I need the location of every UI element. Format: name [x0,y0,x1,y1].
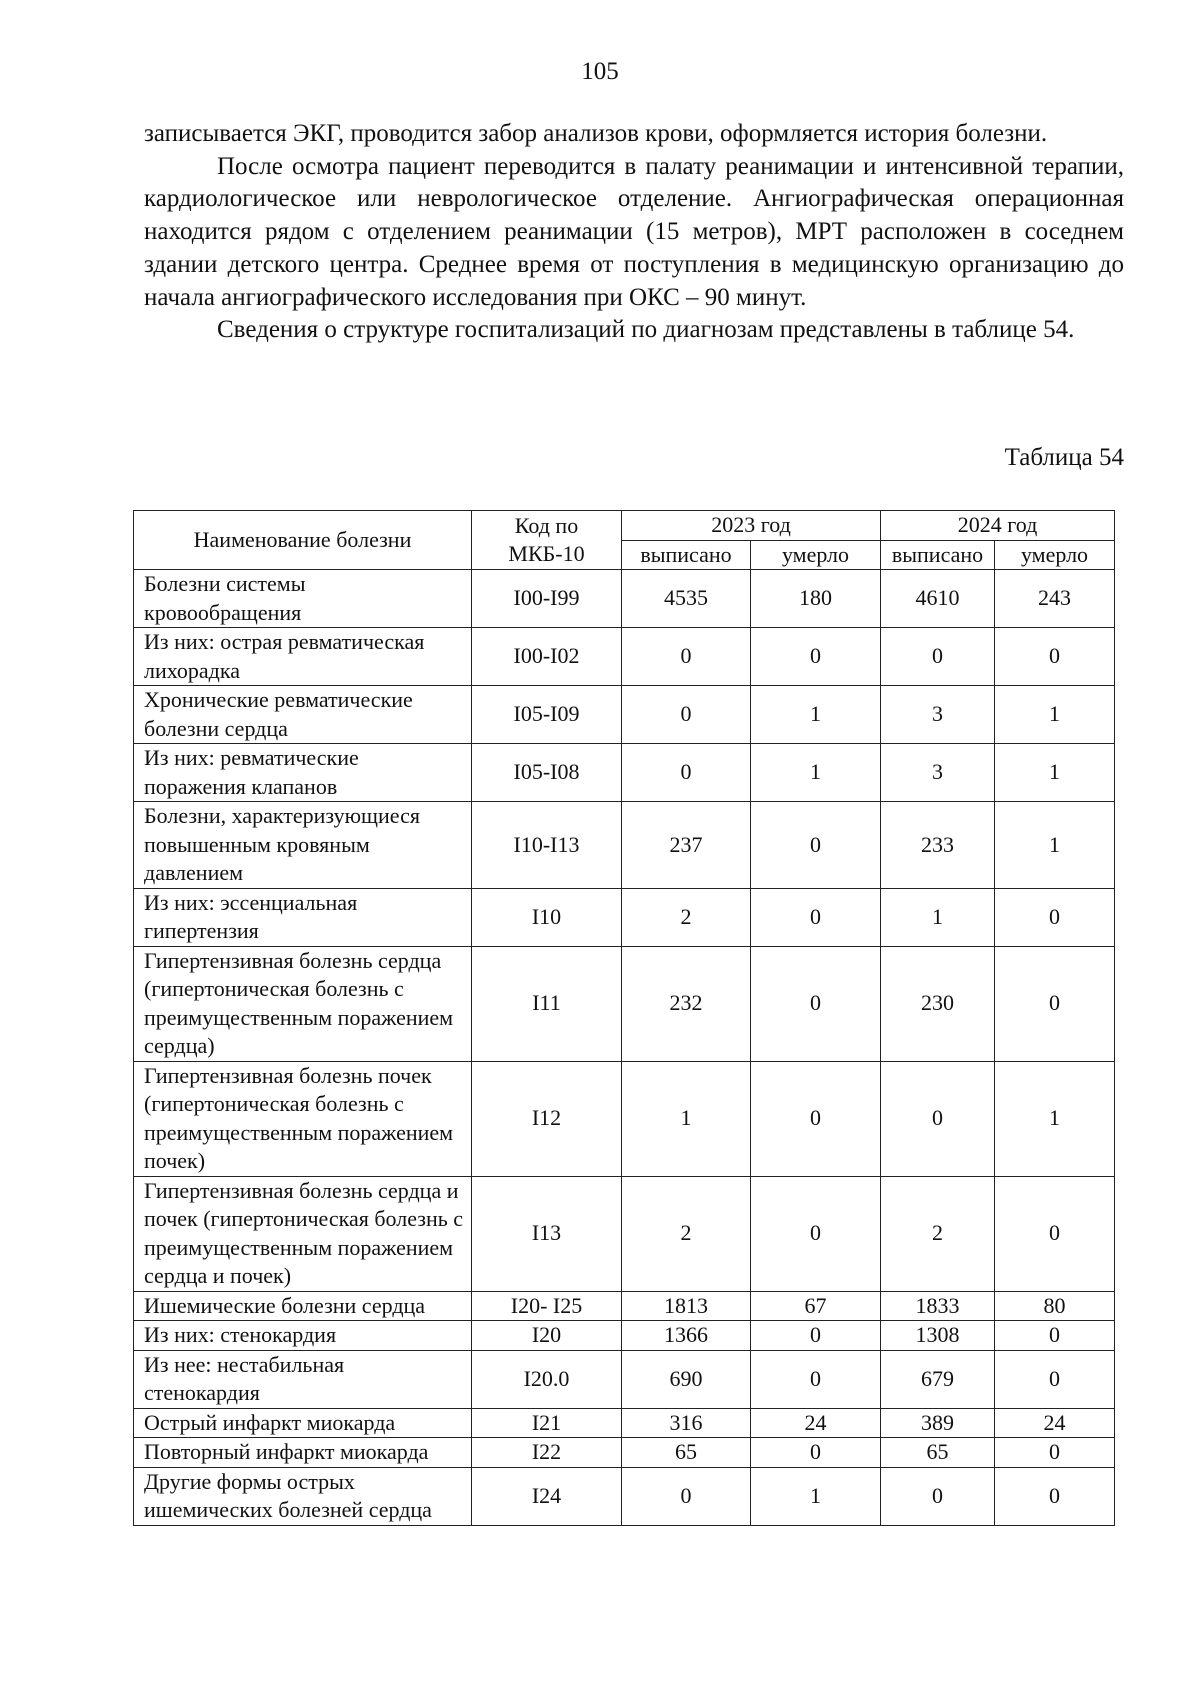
discharged-2024-cell: 2 [881,1176,995,1291]
icd-code-cell: I00-I99 [472,570,622,628]
died-2024-cell: 0 [995,1438,1115,1468]
died-2024-cell: 0 [995,1350,1115,1408]
paragraph: записывается ЭКГ, проводится забор анализов крови, оформляется история болезни. [144,120,1048,147]
header-died-2024: умерло [995,540,1115,570]
died-2023-cell: 1 [751,686,881,744]
paragraph: После осмотра пациент переводится в палату реанимации и интенсивной терапии, кардиологическое или неврологическое отделение. Ангиографическая операционная находится рядом с отделением реанимации (15 метров), МРТ расположен в соседнем здании детского центра. Среднее время от поступления в медицинскую организацию до начала ангиографического исследования при ОКС – 90 минут. [144,152,1124,311]
icd-code-cell: I00-I02 [472,628,622,686]
died-2024-cell: 1 [995,802,1115,889]
died-2023-cell: 0 [751,1438,881,1468]
died-2024-cell: 24 [995,1408,1115,1438]
died-2024-cell: 0 [995,1321,1115,1351]
died-2024-cell: 1 [995,1061,1115,1176]
discharged-2023-cell: 1 [622,1061,751,1176]
discharged-2023-cell: 1366 [622,1321,751,1351]
died-2023-cell: 1 [751,1467,881,1525]
disease-name-cell: Из них: эссенциальная гипертензия [134,888,472,946]
discharged-2024-cell: 0 [881,1467,995,1525]
table-row [134,888,1115,946]
disease-name-cell: Болезни, характеризующиеся повышенным кровяным давлением [134,802,472,889]
disease-name-cell: Из них: ревматические поражения клапанов [134,744,472,802]
icd-code-cell: I21 [472,1408,622,1438]
icd-code-cell: I05-I08 [472,744,622,802]
icd-code-cell: I11 [472,946,622,1061]
table-row [134,744,1115,802]
table-row [134,570,1115,628]
discharged-2024-cell: 0 [881,1061,995,1176]
died-2024-cell: 1 [995,744,1115,802]
disease-name-cell: Ишемические болезни сердца [134,1291,472,1321]
hospitalization-table [133,510,1115,1526]
disease-name-cell: Гипертензивная болезнь сердца (гипертоническая болезнь с преимущественным поражением сердца) [134,946,472,1061]
died-2023-cell: 0 [751,1061,881,1176]
header-year-2024: 2024 год [881,511,1115,541]
died-2024-cell: 243 [995,570,1115,628]
icd-code-cell: I22 [472,1438,622,1468]
header-disease-name: Наименование болезни [134,511,472,570]
died-2023-cell: 180 [751,570,881,628]
discharged-2024-cell: 0 [881,628,995,686]
disease-name-cell: Из них: стенокардия [134,1321,472,1351]
discharged-2023-cell: 0 [622,686,751,744]
died-2023-cell: 0 [751,946,881,1061]
discharged-2023-cell: 65 [622,1438,751,1468]
icd-code-cell: I10 [472,888,622,946]
discharged-2024-cell: 3 [881,686,995,744]
died-2024-cell: 1 [995,686,1115,744]
died-2024-cell: 0 [995,628,1115,686]
disease-name-cell: Острый инфаркт миокарда [134,1408,472,1438]
header-icd-code: Код по МКБ-10 [472,511,622,570]
table-row [134,1408,1115,1438]
discharged-2024-cell: 1833 [881,1291,995,1321]
discharged-2023-cell: 232 [622,946,751,1061]
discharged-2023-cell: 0 [622,628,751,686]
disease-name-cell: Из нее: нестабильная стенокардия [134,1350,472,1408]
paragraph: Сведения о структуре госпитализаций по диагнозам представлены в таблице 54. [217,316,1075,344]
table-caption: Таблица 54 [1004,444,1124,471]
icd-code-cell: I20.0 [472,1350,622,1408]
discharged-2024-cell: 679 [881,1350,995,1408]
table-row [134,802,1115,889]
icd-code-cell: I20 [472,1321,622,1351]
icd-code-cell: I12 [472,1061,622,1176]
disease-name-cell: Болезни системы кровообращения [134,570,472,628]
discharged-2023-cell: 2 [622,1176,751,1291]
discharged-2024-cell: 1308 [881,1321,995,1351]
icd-code-cell: I20- I25 [472,1291,622,1321]
died-2024-cell: 0 [995,946,1115,1061]
died-2023-cell: 0 [751,628,881,686]
discharged-2024-cell: 1 [881,888,995,946]
table-row [134,946,1115,1061]
died-2023-cell: 0 [751,1350,881,1408]
discharged-2023-cell: 0 [622,744,751,802]
table-body [134,570,1115,1526]
died-2023-cell: 0 [751,1176,881,1291]
table-row [134,1291,1115,1321]
discharged-2024-cell: 65 [881,1438,995,1468]
discharged-2023-cell: 316 [622,1408,751,1438]
died-2023-cell: 0 [751,802,881,889]
body-text [144,118,1124,347]
disease-name-cell: Другие формы острых ишемических болезней сердца [134,1467,472,1525]
disease-name-cell: Повторный инфаркт миокарда [134,1438,472,1468]
died-2023-cell: 24 [751,1408,881,1438]
table-row [134,686,1115,744]
discharged-2023-cell: 1813 [622,1291,751,1321]
died-2023-cell: 1 [751,744,881,802]
disease-name-cell: Из них: острая ревматическая лихорадка [134,628,472,686]
icd-code-cell: I05-I09 [472,686,622,744]
header-year-2023: 2023 год [622,511,881,541]
discharged-2024-cell: 3 [881,744,995,802]
died-2023-cell: 67 [751,1291,881,1321]
discharged-2023-cell: 4535 [622,570,751,628]
header-discharged-2023: выписано [622,540,751,570]
died-2024-cell: 80 [995,1291,1115,1321]
disease-name-cell: Гипертензивная болезнь почек (гипертоническая болезнь с преимущественным поражением почек) [134,1061,472,1176]
icd-code-cell: I13 [472,1176,622,1291]
discharged-2023-cell: 0 [622,1467,751,1525]
table-row [134,1350,1115,1408]
icd-code-cell: I24 [472,1467,622,1525]
discharged-2023-cell: 690 [622,1350,751,1408]
header-died-2023: умерло [751,540,881,570]
discharged-2024-cell: 233 [881,802,995,889]
table-row [134,1467,1115,1525]
table-row [134,1176,1115,1291]
disease-name-cell: Хронические ревматические болезни сердца [134,686,472,744]
table-row [134,1321,1115,1351]
disease-name-cell: Гипертензивная болезнь сердца и почек (гипертоническая болезнь с преимущественным поражением сердца и почек) [134,1176,472,1291]
died-2024-cell: 0 [995,1467,1115,1525]
table-row [134,1438,1115,1468]
table-row [134,628,1115,686]
died-2023-cell: 0 [751,1321,881,1351]
page-number: 105 [581,58,619,85]
header-discharged-2024: выписано [881,540,995,570]
discharged-2024-cell: 230 [881,946,995,1061]
icd-code-cell: I10-I13 [472,802,622,889]
table-row [134,1061,1115,1176]
discharged-2023-cell: 237 [622,802,751,889]
discharged-2024-cell: 389 [881,1408,995,1438]
died-2024-cell: 0 [995,1176,1115,1291]
died-2023-cell: 0 [751,888,881,946]
discharged-2024-cell: 4610 [881,570,995,628]
died-2024-cell: 0 [995,888,1115,946]
table-header-row [134,511,1115,541]
discharged-2023-cell: 2 [622,888,751,946]
